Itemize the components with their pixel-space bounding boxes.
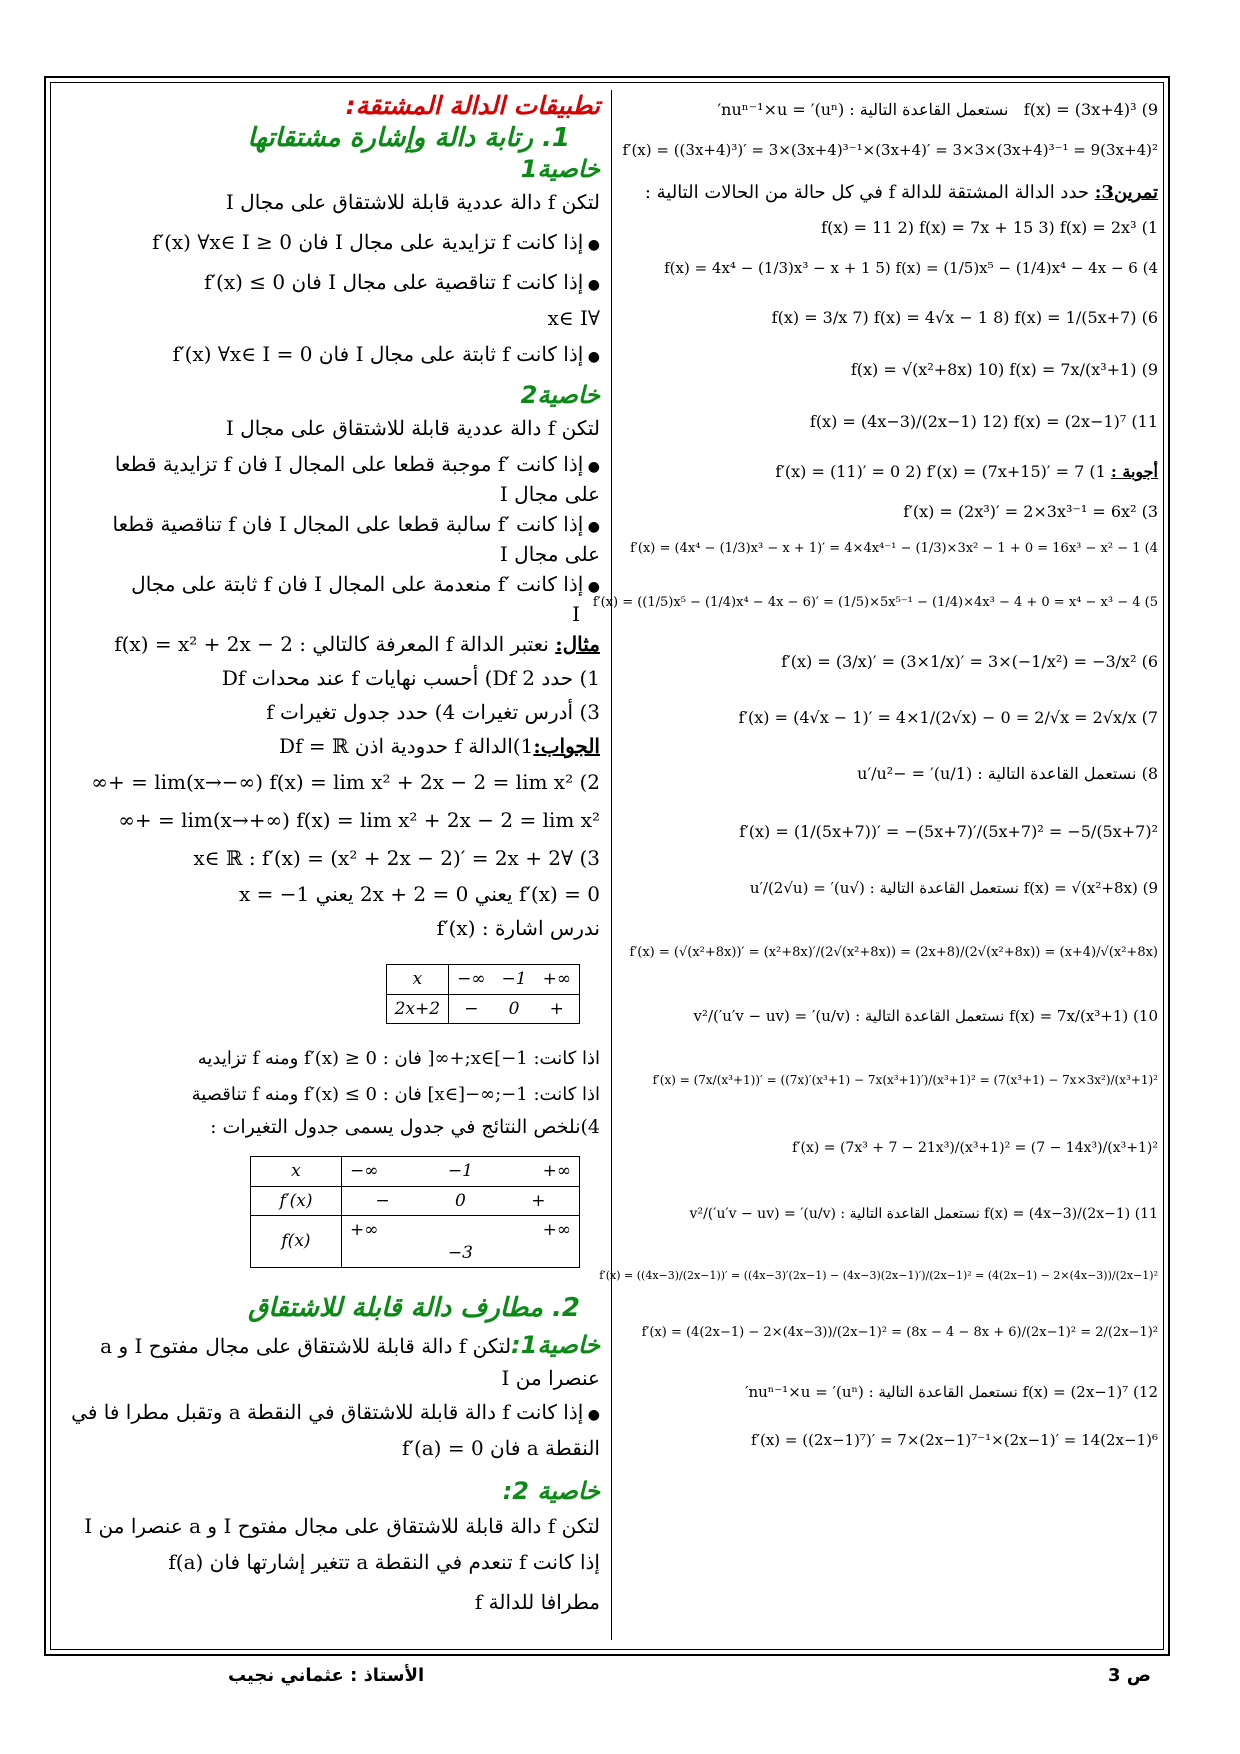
- r9-answer: f′(x) = ((3x+4)³)′ = 3×(3x+4)³⁻¹×(3x+4)′ = 3×3×(3x+4)³⁻¹ = 9(3x+4)²: [622, 141, 1158, 159]
- cell: −∞: [449, 965, 494, 995]
- p2-bullet-3-cont: I: [572, 602, 580, 626]
- answer-1: 1)الدالة f حدودية اذن Df = ℝ: [279, 734, 534, 758]
- answer-10b: f′(x) = (7x³ + 7 − 21x³)/(x³+1)² = (7 − 14x³)/(x³+1)²: [792, 1140, 1158, 1156]
- summary-statement: 4)نلخص النتائج في جدول يسمى جدول التغيرات :: [210, 1116, 600, 1138]
- cell: −1: [494, 965, 535, 995]
- prop3-line: [100, 1328, 600, 1363]
- answers-line-1: [775, 460, 1158, 483]
- question-row-3: 6) f(x) = 3/x 7) f(x) = 4√x − 1 8) f(x) = 1/(5x+7): [771, 308, 1158, 327]
- answer-9-rule: 9) f(x) = √(x²+8x) نستعمل القاعدة التالية : (√u)′ = u′/(2√u): [749, 879, 1158, 897]
- question-row-1: 1) f(x) = 11 2) f(x) = 7x + 15 3) f(x) = 2x³: [821, 218, 1158, 237]
- increasing-statement: اذا كانت: x∈[−1;+∞[ فان : f′(x) ≥ 0 ومنه f تزايديه: [197, 1048, 600, 1069]
- answer-8-rule: 8) نستعمل القاعدة التالية : (1/u)′ = −u′/u²: [857, 764, 1158, 783]
- answer-2a: 2) lim(x→−∞) f(x) = lim x² + 2x − 2 = lim x² = +∞: [91, 770, 600, 794]
- p2-bullet-1-cont: على مجال I: [499, 482, 600, 506]
- r9-line: [718, 98, 1158, 121]
- p2-bullet-2-cont: على مجال I: [499, 542, 600, 566]
- cell: x: [251, 1157, 342, 1187]
- p1-bullet-2-cont: ∀x∈ I: [547, 306, 600, 330]
- answer-label: الجواب:: [533, 734, 600, 758]
- p1-intro: لتكن f دالة عددية قابلة للاشتقاق على مجال I: [225, 190, 600, 214]
- answer-8: f′(x) = (1/(5x+7))′ = −(5x+7)′/(5x+7)² = −5/(5x+7)²: [739, 822, 1158, 841]
- var-row-function: [251, 1216, 580, 1268]
- sign-table: [386, 964, 580, 1024]
- cell: −: [449, 994, 494, 1024]
- cell: −∞: [341, 1157, 423, 1187]
- cell: +: [535, 994, 580, 1024]
- answer-12: f′(x) = ((2x−1)⁷)′ = 7×(2x−1)⁷⁻¹×(2x−1)′ = 14(2x−1)⁶: [751, 1431, 1158, 1449]
- cell: x: [386, 965, 448, 995]
- example-text: نعتبر الدالة f المعرفة كالتالي : f(x) = x² + 2x − 2: [114, 632, 556, 656]
- example-label: مثال:: [555, 632, 600, 656]
- cell: 0: [494, 994, 535, 1024]
- example-line: [114, 630, 600, 659]
- r9-question: 9) f(x) = (3x+4)³: [1023, 100, 1158, 119]
- main-title: تطبيقات الدالة المشتقة:: [345, 91, 600, 120]
- exercise-3-label: تمرين3:: [1094, 182, 1158, 203]
- question-row-4: 9) f(x) = √(x²+8x) 10) f(x) = 7x/(x³+1): [850, 360, 1158, 379]
- answer-10a: f′(x) = (7x/(x³+1))′ = ((7x)′(x³+1) − 7x(x³+1)′)/(x³+1)² = (7(x³+1) − 7x×3x²)/(x³+1)²: [652, 1073, 1158, 1087]
- answer-11b: f′(x) = (4(2x−1) − 2×(4x−3))/(2x−1)² = (8x − 4 − 8x + 6)/(2x−1)² = 2/(2x−1)²: [641, 1325, 1158, 1340]
- cell: −: [341, 1186, 423, 1216]
- variation-table: [250, 1156, 580, 1268]
- var-row-derivative: [251, 1186, 580, 1216]
- cell: +∞: [498, 1216, 580, 1268]
- cell: 0: [423, 1186, 498, 1216]
- question-row-2: 4) f(x) = 4x⁴ − (1/3)x³ − x + 1 5) f(x) = (1/5)x⁵ − (1/4)x⁴ − 4x − 6: [664, 259, 1158, 277]
- prop4-text-2: إذا كانت f تنعدم في النقطة a تتغير إشارتها فان f(a): [168, 1550, 600, 1574]
- cell: −3: [423, 1216, 498, 1268]
- section-1-title: 1. رتابة دالة وإشارة مشتقاتها: [247, 123, 570, 153]
- cell: −1: [423, 1157, 498, 1187]
- cell: +∞: [498, 1157, 580, 1187]
- prop3-text: لتكن f دالة قابلة للاشتقاق على مجال مفتوح I و a: [100, 1334, 512, 1358]
- prop3-label: خاصية1:: [511, 1331, 600, 1359]
- cell: +∞: [535, 965, 580, 995]
- prop3-text-cont: عنصرا من I: [501, 1366, 600, 1390]
- prop3-bullet-cont: النقطة a فان 0 = f′(a): [402, 1436, 600, 1460]
- answer-1-2: 1) f′(x) = (11)′ = 0 2) f′(x) = (7x+15)′ = 7: [775, 462, 1106, 481]
- prop4-title: خاصية 2:: [502, 1477, 600, 1505]
- p1-bullet-3: ● إذا كانت f ثابتة على مجال I فان 0 = f′(x) ∀x∈ I: [173, 340, 600, 369]
- answers-label: أجوبة :: [1110, 462, 1158, 481]
- property-2-title: خاصية2: [520, 381, 600, 409]
- answer-11a: f′(x) = ((4x−3)/(2x−1))′ = ((4x−3)′(2x−1) − (4x−3)(2x−1)′)/(2x−1)² = (4(2x−1) − 2×(4x−3))/(2x−1)²: [599, 1269, 1158, 1282]
- cell: +: [498, 1186, 580, 1216]
- cell: +∞: [341, 1216, 423, 1268]
- sign-table-row-x: [386, 965, 579, 995]
- r9-rule: نستعمل القاعدة التالية : (uⁿ)′ = nuⁿ⁻¹×u′: [717, 100, 1009, 119]
- answer-9: f′(x) = (√(x²+8x))′ = (x²+8x)′/(2√(x²+8x)) = (2x+8)/(2√(x²+8x)) = (x+4)/√(x²+8x): [629, 945, 1158, 960]
- sign-table-row-derivative: [386, 994, 579, 1024]
- property-1-title: خاصية1: [520, 155, 600, 183]
- prop3-bullet: ● إذا كانت f دالة قابلة للاشتقاق في النقطة a وتقبل مطرا فا في: [71, 1398, 600, 1427]
- answer-6: 6) f′(x) = (3/x)′ = (3×1/x)′ = 3×(−1/x²) = −3/x²: [781, 652, 1158, 671]
- prop4-text: لتكن f دالة قابلة للاشتقاق على مجال مفتوح I و a عنصرا من I: [84, 1514, 600, 1538]
- answer-4: 4) f′(x) = (4x⁴ − (1/3)x³ − x + 1)′ = 4×4x⁴⁻¹ − (1/3)×3x² − 1 + 0 = 16x³ − x² − 1: [630, 541, 1158, 556]
- answer-7: 7) f′(x) = (4√x − 1)′ = 4×1/(2√x) − 0 = 2/√x = 2√x/x: [738, 708, 1158, 727]
- question-row-5: 11) f(x) = (4x−3)/(2x−1) 12) f(x) = (2x−1)⁷: [809, 412, 1158, 431]
- column-divider: [611, 90, 612, 1640]
- answer-3: 3) f′(x) = (2x³)′ = 2×3x³⁻¹ = 6x²: [903, 502, 1158, 521]
- answer-2b: lim(x→+∞) f(x) = lim x² + 2x − 2 = lim x² = +∞: [118, 808, 600, 832]
- answer-line-1: [279, 732, 600, 761]
- p2-bullet-3: ● إذا كانت ′f منعدمة على المجال I فان f ثابتة على مجال: [131, 570, 600, 599]
- exercise-3-line: [645, 180, 1158, 206]
- p1-bullet-1: ● إذا كانت f تزايدية على مجال I فان 0 ≤ f′(x) ∀x∈ I: [152, 228, 600, 257]
- example-q1: 1) حدد Df 2) أحسب نهايات f عند محدات Df: [221, 666, 600, 690]
- answer-3c: ندرس اشارة : f′(x): [436, 916, 600, 940]
- answer-3a: 3) ∀x∈ ℝ : f′(x) = (x² + 2x − 2)′ = 2x + 2: [193, 846, 600, 870]
- p2-bullet-2: ● إذا كانت ′f سالبة قطعا على المجال I فان f تناقصية قطعا: [112, 510, 600, 539]
- answer-12-rule: 12) f(x) = (2x−1)⁷ نستعمل القاعدة التالية : (uⁿ)′ = nuⁿ⁻¹×u′: [745, 1383, 1158, 1401]
- answer-3b: f′(x) = 0 يعني 2x + 2 = 0 يعني x = −1: [239, 882, 600, 906]
- cell: f(x): [251, 1216, 342, 1268]
- prop4-text-3: مطرافا للدالة f: [474, 1590, 600, 1614]
- p2-intro: لتكن f دالة عددية قابلة للاشتقاق على مجال I: [225, 416, 600, 440]
- footer-teacher: الأستاذ : عثماني نجيب: [228, 1665, 425, 1686]
- cell: f′(x): [251, 1186, 342, 1216]
- exercise-3-text: حدد الدالة المشتقة للدالة f في كل حالة من الحالات التالية :: [644, 182, 1095, 203]
- example-q2: 3) أدرس تغيرات 4) حدد جدول تغيرات f: [266, 700, 600, 724]
- answer-11-rule: 11) f(x) = (4x−3)/(2x−1) نستعمل القاعدة التالية : (u/v)′ = (u′v − uv′)/v²: [689, 1206, 1158, 1222]
- footer-page-number: ص 3: [1108, 1665, 1152, 1686]
- p2-bullet-1: ● إذا كانت ′f موجبة قطعا على المجال I فان f تزايدية قطعا: [115, 450, 600, 479]
- answer-10-rule: 10) f(x) = 7x/(x³+1) نستعمل القاعدة التالية : (u/v)′ = (u′v − uv′)/v²: [693, 1007, 1158, 1025]
- section-2-title: 2. مطارف دالة قابلة للاشتقاق: [248, 1293, 580, 1323]
- p1-bullet-2: ● إذا كانت f تناقصية على مجال I فان 0 ≥ f′(x): [204, 268, 600, 297]
- answer-5: 5) f′(x) = ((1/5)x⁵ − (1/4)x⁴ − 4x − 6)′ = (1/5)×5x⁵⁻¹ − (1/4)×4x³ − 4 + 0 = x⁴ − x³ − 4: [592, 595, 1158, 610]
- decreasing-statement: اذا كانت: x∈]−∞;−1] فان : f′(x) ≤ 0 ومنه f تناقصية: [191, 1084, 600, 1105]
- cell: 2x+2: [386, 994, 448, 1024]
- var-row-x: [251, 1157, 580, 1187]
